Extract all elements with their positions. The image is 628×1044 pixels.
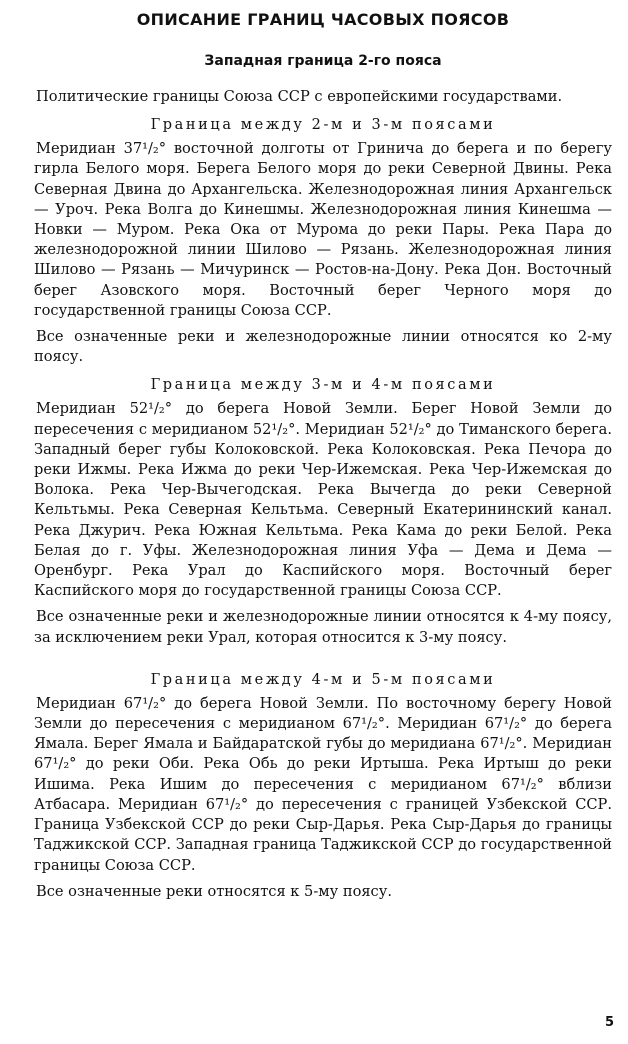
page-number: 5 (604, 1015, 614, 1030)
body-paragraph: Все означенные реки относятся к 5-му поясу. (36, 882, 392, 900)
section-heading: Граница между 4-м и 5-м поясами (150, 671, 496, 688)
body-paragraph: Меридиан 67¹/₂° до берега Новой Земли. По восточному берегу Новой Земли до пересечения с меридианом 67¹/₂°. Меридиан 67¹/₂° до берега Ямала. Берег Ямала и Байдаратской губы до меридиана 67¹/₂°. Меридиан 67¹/₂° до реки Оби. Река Обь до реки Иртыша. Река Иртыш до реки Ишима. Река Ишим до пересечения с меридианом 67¹/₂° вблизи Атбасара. Меридиан 67¹/₂° до пересечения с границей Узбекской ССР. Граница Узбекской ССР до реки Сыр-Дарья. Река Сыр-Дарья до границы Таджикской ССР. Западная граница Таджикской ССР до государственной границы Союза ССР. (34, 694, 612, 874)
body-paragraph: Все означенные реки и железнодорожные линии относятся к 4-му поясу, за исключением реки Урал, которая относится к 3-му поясу. (34, 608, 612, 646)
intro-paragraph: Политические границы Союза ССР с европейскими государствами. (36, 88, 563, 105)
section-subtitle: Западная граница 2-го пояса (204, 53, 442, 69)
body-paragraph: Меридиан 37¹/₂° восточной долготы от Гринича до берега и по берегу гирла Белого моря. Берега Белого моря до реки Северной Двины. Река Северная Двина до Архангельска. Железнодорожная линия Архангельск — Уроч. Река Волга до Кинешмы. Железнодорожная линия Кинешма — Новки — Муром. Река Ока от Мурома до реки Пары. Река Пара до железнодорожной линии Шилово — Рязань. Железнодорожная линия Шилово — Рязань — Мичуринск — Ростов-на-Дону. Река Дон. Восточный берег Азовского моря. Восточный берег Черного моря до государственной границы Союза ССР. (34, 140, 612, 319)
body-paragraph: Все означенные реки и железнодорожные линии относятся ко 2-му поясу. (34, 328, 612, 366)
document-title: ОПИСАНИЕ ГРАНИЦ ЧАСОВЫХ ПОЯСОВ (136, 10, 510, 29)
section-heading: Граница между 2-м и 3-м поясами (150, 117, 496, 134)
body-paragraph: Меридиан 52¹/₂° до берега Новой Земли. Берег Новой Земли до пересечения с меридианом 52¹/₂°. Меридиан 52¹/₂° до Тиманского берега. Западный берег губы Колоковской. Река Колоковская. Река Печора до реки Ижмы. Река Ижма до реки Чер-Ижемская. Река Чер-Ижемская до Волока. Река Чер-Вычегодская. Река Вычегда до реки Северной Кельтьмы. Река Северная Кельтьма. Северный Екатерининский канал. Река Джурич. Река Южная Кельтьма. Река Кама до реки Белой. Река Белая до г. Уфы. Железнодорожная линия Уфа — Дема и Дема — Оренбург. Река Урал до Каспийского моря. Восточный берег Каспийского моря до государственной границы Союза ССР. (34, 400, 612, 600)
section-heading: Граница между 3-м и 4-м поясами (150, 377, 496, 394)
